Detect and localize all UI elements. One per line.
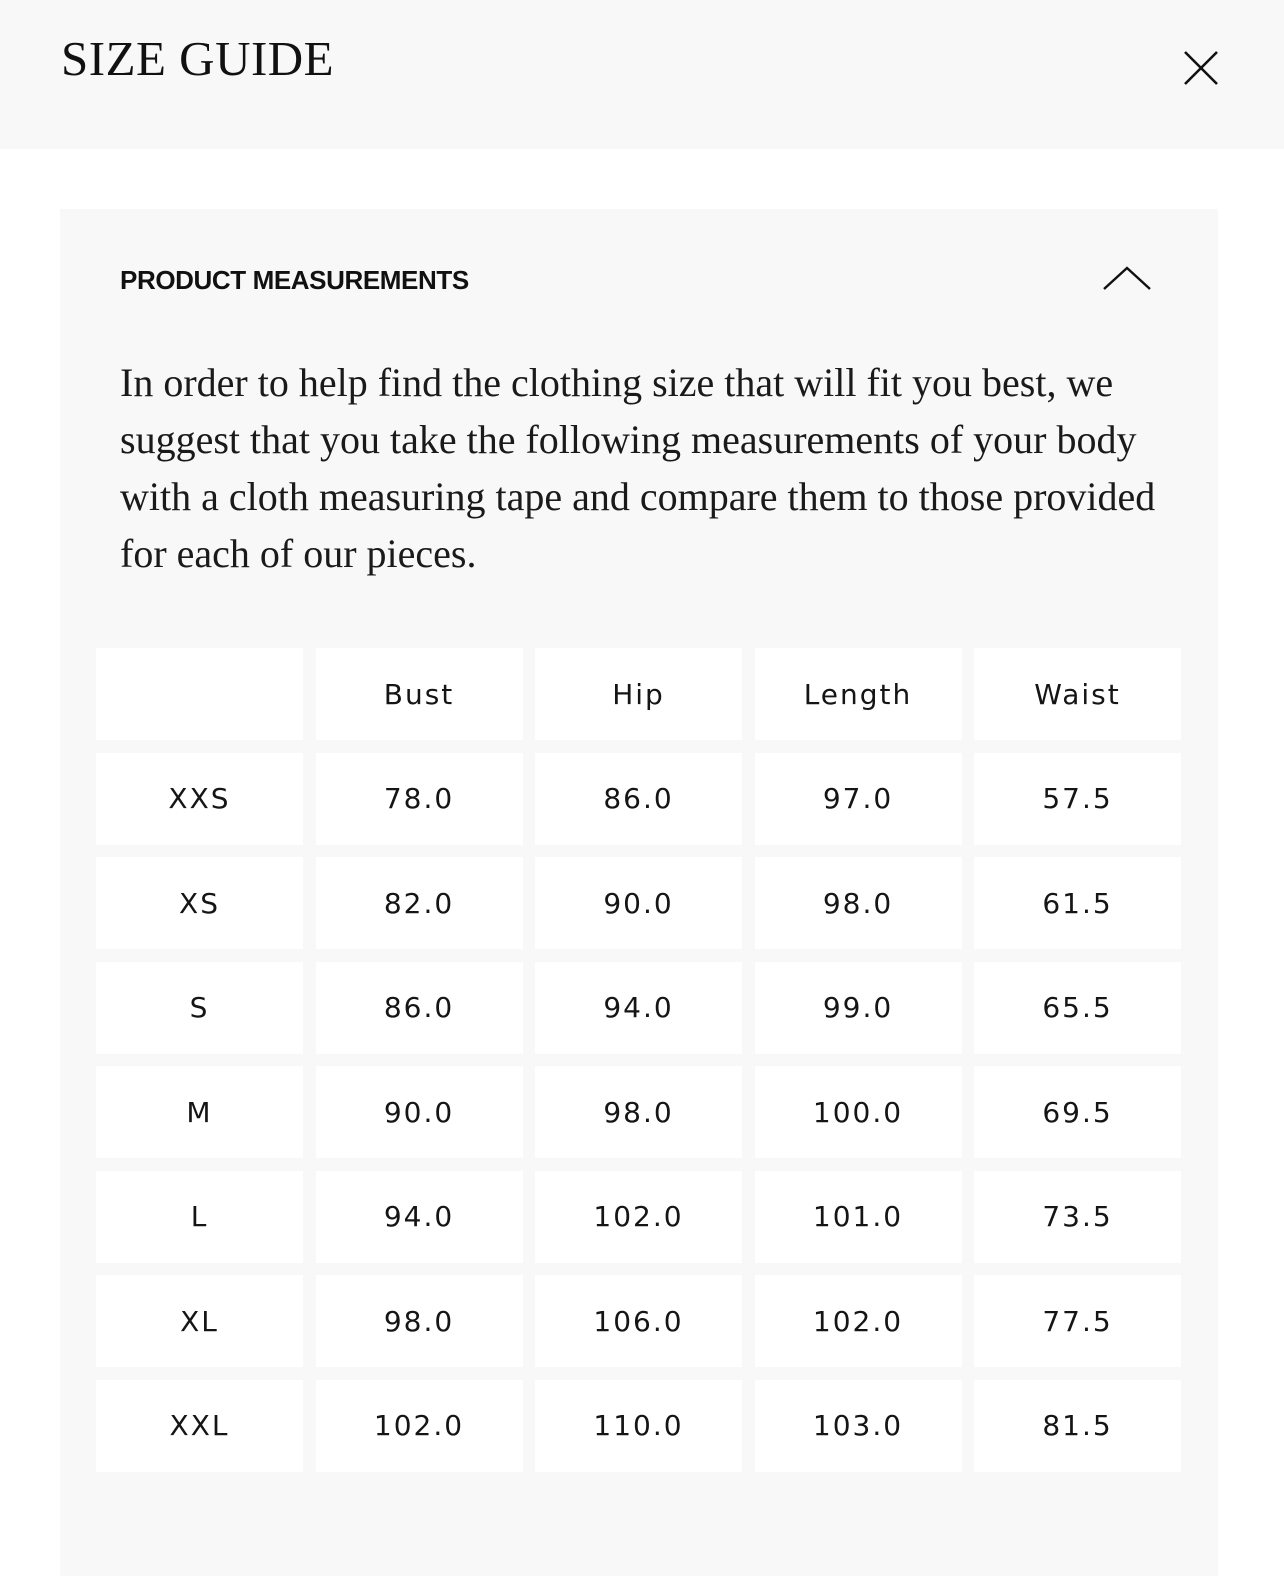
modal-header	[0, 0, 1284, 149]
size-label-cell: XL	[96, 1275, 303, 1367]
modal-title: SIZE GUIDE	[61, 31, 335, 86]
section-title[interactable]: PRODUCT MEASUREMENTS	[120, 265, 469, 295]
measurement-cell: 86.0	[535, 753, 742, 845]
measurement-cell: 102.0	[755, 1275, 962, 1367]
measurement-cell: 81.5	[974, 1380, 1181, 1472]
measurement-cell: 90.0	[316, 1066, 523, 1158]
measurement-cell: 102.0	[316, 1380, 523, 1472]
size-label-cell: XS	[96, 857, 303, 949]
measurement-cell: 65.5	[974, 962, 1181, 1054]
size-table	[96, 648, 1181, 1472]
measurement-cell: 101.0	[755, 1171, 962, 1263]
measurement-cell: 82.0	[316, 857, 523, 949]
measurement-cell: 98.0	[535, 1066, 742, 1158]
measurement-cell: 100.0	[755, 1066, 962, 1158]
measurement-cell: 98.0	[316, 1275, 523, 1367]
chevron-up-icon	[1097, 259, 1157, 299]
measurement-cell: 61.5	[974, 857, 1181, 949]
measurement-cell: 99.0	[755, 962, 962, 1054]
close-button[interactable]	[1176, 43, 1226, 93]
measurement-cell: 98.0	[755, 857, 962, 949]
measurement-cell: 86.0	[316, 962, 523, 1054]
measurement-cell: 90.0	[535, 857, 742, 949]
intro-text: In order to help find the clothing size that will fit you best, we suggest that you take the following measurements of your body with a cloth measuring tape and compare them to those provided for each of our pieces.	[120, 360, 1156, 576]
table-header-cell: Length	[755, 648, 962, 740]
measurement-cell: 77.5	[974, 1275, 1181, 1367]
table-corner-cell	[96, 648, 303, 740]
collapse-toggle-button[interactable]	[1097, 259, 1157, 299]
measurement-cell: 102.0	[535, 1171, 742, 1263]
table-header-cell: Bust	[316, 648, 523, 740]
measurement-cell: 57.5	[974, 753, 1181, 845]
measurement-cell: 97.0	[755, 753, 962, 845]
measurement-cell: 103.0	[755, 1380, 962, 1472]
size-label-cell: XXL	[96, 1380, 303, 1472]
close-icon	[1176, 43, 1226, 93]
table-header-cell: Hip	[535, 648, 742, 740]
measurement-cell: 110.0	[535, 1380, 742, 1472]
measurement-cell: 69.5	[974, 1066, 1181, 1158]
size-label-cell: L	[96, 1171, 303, 1263]
table-header-cell: Waist	[974, 648, 1181, 740]
size-label-cell: M	[96, 1066, 303, 1158]
measurement-cell: 106.0	[535, 1275, 742, 1367]
size-label-cell: S	[96, 962, 303, 1054]
measurement-cell: 73.5	[974, 1171, 1181, 1263]
measurement-cell: 94.0	[316, 1171, 523, 1263]
measurement-cell: 78.0	[316, 753, 523, 845]
measurement-cell: 94.0	[535, 962, 742, 1054]
size-label-cell: XXS	[96, 753, 303, 845]
